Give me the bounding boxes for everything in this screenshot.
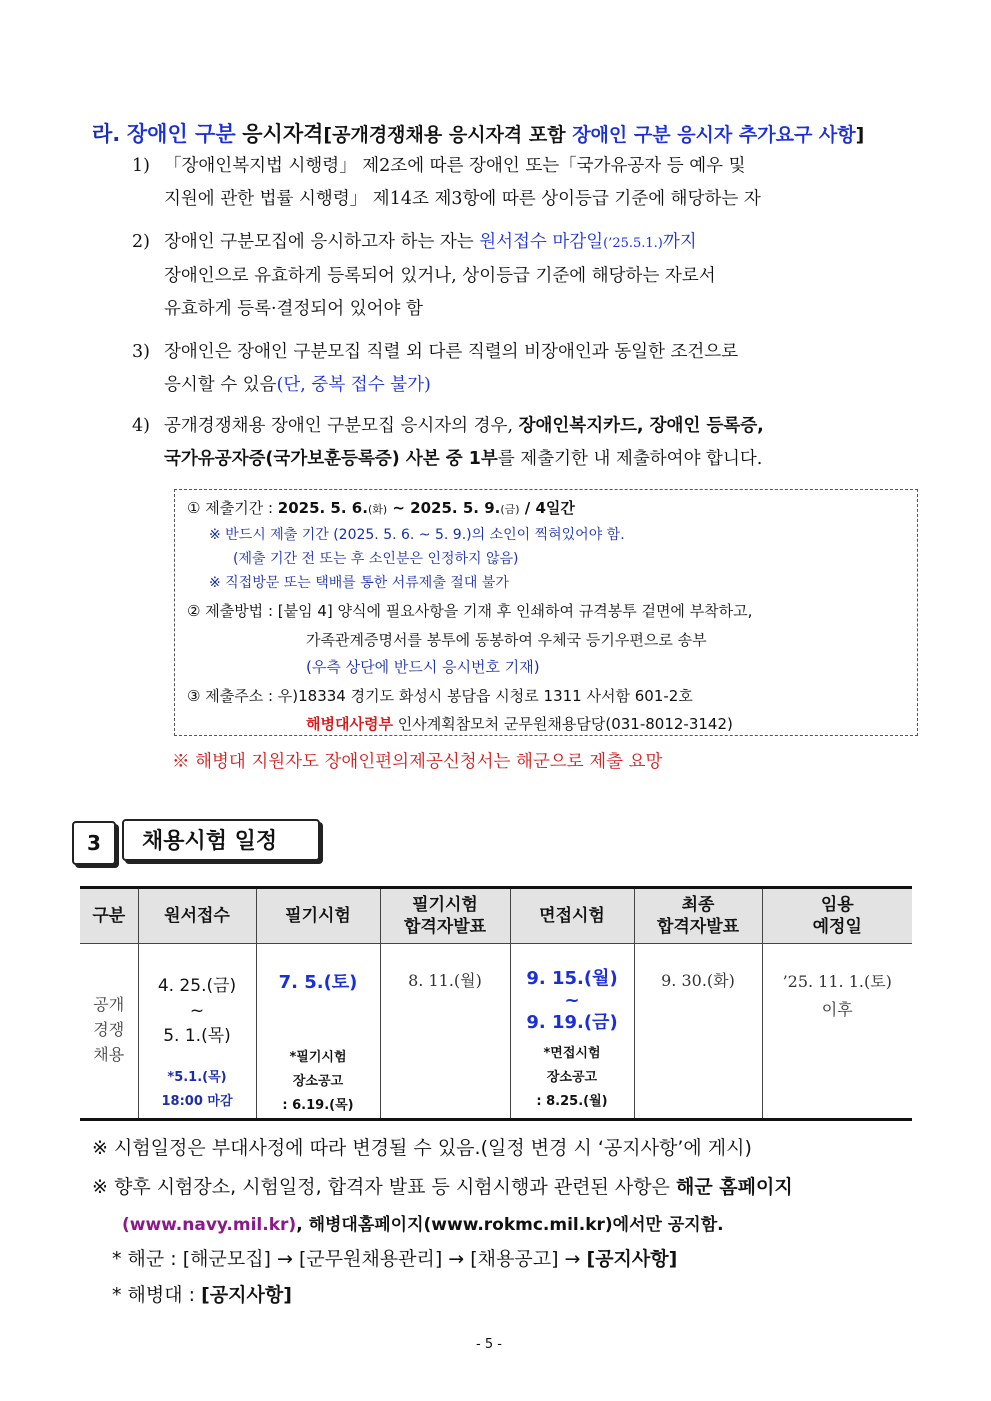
navy-homepage-label: 해군 홈페이지 (675, 1176, 793, 1198)
address-line: 우)18334 경기도 화성시 봉담읍 시청로 1311 사서함 601-2호 (277, 687, 693, 705)
period-end: 2025. 5. 9. (410, 499, 501, 517)
address-dept: 인사계획참모처 군무원채용담당(031-8012-3142) (392, 715, 733, 733)
section-d-label: 라. (92, 122, 121, 146)
period-duration: / 4일간 (519, 499, 575, 517)
item-number: 4) (132, 416, 150, 436)
submission-notice-box (174, 489, 918, 736)
announcement-urls (122, 1210, 724, 1235)
section-d-sub-blue: 장애인 구분 응시자 추가요구 사항 (572, 124, 856, 146)
rokmc-url-text: , 해병대홈페이지(www.rokmc.mil.kr)에서만 공지함. (296, 1215, 724, 1235)
method-line: 가족관계증명서를 봉투에 동봉하여 우체국 등기우편으로 송부 (306, 631, 707, 649)
item-text: 장애인 구분모집에 응시하고자 하는 자는 (164, 232, 480, 252)
item-number: 2) (132, 232, 150, 252)
item-number: 1) (132, 156, 150, 176)
cell-interview (510, 944, 634, 1120)
header-text: 합격자발표 (403, 917, 487, 937)
header-text: 필기시험 (285, 906, 351, 926)
item-text-blue: 원서접수 마감일 (479, 232, 604, 252)
submission-address (187, 685, 693, 706)
header-text: 예정일 (812, 917, 862, 937)
section-title: 채용시험 일정 (122, 819, 320, 861)
item-line: 장애인은 장애인 구분모집 직렬 외 다른 직렬의 비장애인과 동일한 조건으로 (164, 342, 739, 362)
header-text: 원서접수 (164, 906, 230, 926)
header-final (634, 888, 762, 944)
marine-path-notice: [공지사항] (201, 1284, 292, 1306)
apply-tilde: ~ (189, 1001, 205, 1021)
written-note: 장소공고 (292, 1074, 344, 1089)
header-interview (510, 888, 634, 944)
item-text: 공개경쟁채용 장애인 구분모집 응시자의 경우, (164, 416, 519, 436)
item-text-blue-date: (’25.5.1.) (603, 236, 663, 251)
category-text: 채용 (93, 1045, 125, 1064)
method-line: [붙임 4] 양식에 필요사항을 기재 후 인쇄하여 규격봉투 겉면에 부착하고, (277, 602, 753, 620)
item-number: 3) (132, 342, 150, 362)
interview-note: *면접시험 (543, 1046, 601, 1061)
marine-path: * 해병대 : (112, 1284, 202, 1306)
item-line: 장애인으로 유효하게 등록되어 있거나, 상이등급 기준에 해당하는 자로서 (164, 266, 716, 286)
item-text-blue: (단, 중복 접수 불가) (276, 375, 431, 395)
header-text: 필기시험 (412, 895, 478, 915)
apply-start: 4. 25.(금) (157, 976, 237, 996)
cell-category (80, 944, 138, 1120)
interview-note: 장소공고 (546, 1070, 598, 1085)
announcement-text: ※ 향후 시험장소, 시험일정, 합격자 발표 등 시험시행과 관련된 사항은 (92, 1176, 676, 1198)
cell-written-result (380, 944, 510, 1120)
written-note: : 6.19.(목) (282, 1098, 354, 1113)
written-result-date: 8. 11.(월) (408, 971, 482, 990)
navy-path-notice: [공지사항] (586, 1248, 678, 1270)
item-text: 응시할 수 있음 (164, 375, 277, 395)
interview-note: : 8.25.(월) (536, 1094, 608, 1109)
submission-period (187, 497, 575, 518)
period-sep: ~ (387, 499, 411, 517)
apply-deadline-date: *5.1.(목) (167, 1070, 227, 1085)
header-text: 합격자발표 (656, 917, 740, 937)
section-d-title (92, 118, 864, 148)
method-label: ② 제출방법 : (187, 602, 278, 620)
header-text: 구분 (92, 906, 126, 926)
red-notice: ※ 해병대 지원자도 장애인편의제공신청서는 해군으로 제출 요망 (172, 752, 663, 772)
section-d-title-black: 응시자격 (242, 122, 324, 146)
item-text-bold: 장애인복지카드, 장애인 등록증, (518, 416, 764, 436)
period-start-day: (화) (367, 503, 388, 516)
navy-path-note (112, 1244, 677, 1271)
schedule-table (80, 886, 912, 1121)
item-text: 를 제출기한 내 제출하여야 합니다. (497, 449, 763, 469)
header-text: 최종 (681, 895, 715, 915)
section-d-title-blue: 장애인 구분 (126, 122, 236, 146)
category-text: 공개 (93, 995, 125, 1014)
header-appointment (762, 888, 912, 944)
cell-application (138, 944, 256, 1120)
cell-final (634, 944, 762, 1120)
written-note: *필기시험 (289, 1050, 347, 1065)
appointment-after: 이후 (821, 1000, 853, 1019)
table-row (80, 944, 912, 1120)
header-written-result (380, 888, 510, 944)
address-org: 해병대사령부 (306, 715, 393, 733)
interview-tilde: ~ (564, 990, 580, 1011)
item-text-bold: 국가유공자증(국가보훈등록증) 사본 중 1부 (164, 449, 498, 469)
submission-method (187, 600, 752, 621)
postmark-note-sub: (제출 기간 전 또는 후 소인분은 인정하지 않음) (233, 551, 519, 567)
header-category (80, 888, 138, 944)
section-d-sub-pre: [공개경쟁채용 응시자격 포함 (323, 124, 573, 146)
item-line: 지원에 관한 법률 시행령」 제14조 제3항에 따른 상이등급 기준에 해당하는 자 (164, 189, 761, 209)
cell-appointment (762, 944, 912, 1120)
header-text: 면접시험 (539, 906, 605, 926)
postmark-note: ※ 반드시 제출 기간 (2025. 5. 6. ~ 5. 9.)의 소인이 찍혀있어야 함. (209, 527, 625, 543)
cell-written (256, 944, 380, 1120)
header-text: 임용 (820, 895, 854, 915)
header-written (256, 888, 380, 944)
no-visit-note: ※ 직접방문 또는 택배를 통한 서류제출 절대 불가 (209, 575, 509, 591)
section-number: 3 (72, 821, 116, 865)
appointment-date: ’25. 11. 1.(토) (782, 972, 892, 991)
interview-end: 9. 19.(금) (526, 1012, 618, 1033)
method-note: (우측 상단에 반드시 응시번호 기재) (306, 658, 540, 676)
item-line: 「장애인복지법 시행령」 제2조에 따른 장애인 또는「국가유공자 등 예우 및 (164, 156, 746, 176)
section-d-sub-post: ] (855, 124, 865, 146)
period-end-day: (금) (500, 503, 520, 516)
navy-path: * 해군 : [해군모집] → [군무원채용관리] → [채용공고] → (112, 1248, 587, 1270)
address-office (306, 713, 733, 734)
period-label: ① 제출기간 : (187, 499, 278, 517)
period-start: 2025. 5. 6. (277, 499, 368, 517)
address-label: ③ 제출주소 : (187, 687, 278, 705)
interview-start: 9. 15.(월) (526, 968, 618, 989)
item-text-blue-end: 까지 (662, 232, 697, 252)
page-number: - 5 - (476, 1337, 502, 1352)
announcement-note (92, 1172, 793, 1199)
item-line: 유효하게 등록·결정되어 있어야 함 (164, 299, 423, 319)
header-application (138, 888, 256, 944)
final-date: 9. 30.(화) (661, 971, 735, 990)
navy-url-link[interactable]: (www.navy.mil.kr) (122, 1215, 297, 1235)
apply-end: 5. 1.(목) (163, 1026, 231, 1046)
written-date: 7. 5.(토) (278, 972, 358, 993)
schedule-change-note: ※ 시험일정은 부대사정에 따라 변경될 수 있음.(일정 변경 시 ‘공지사항’에 게시) (92, 1137, 752, 1159)
category-text: 경쟁 (93, 1020, 125, 1039)
marine-path-note (112, 1280, 292, 1307)
apply-deadline-time: 18:00 마감 (161, 1094, 233, 1109)
